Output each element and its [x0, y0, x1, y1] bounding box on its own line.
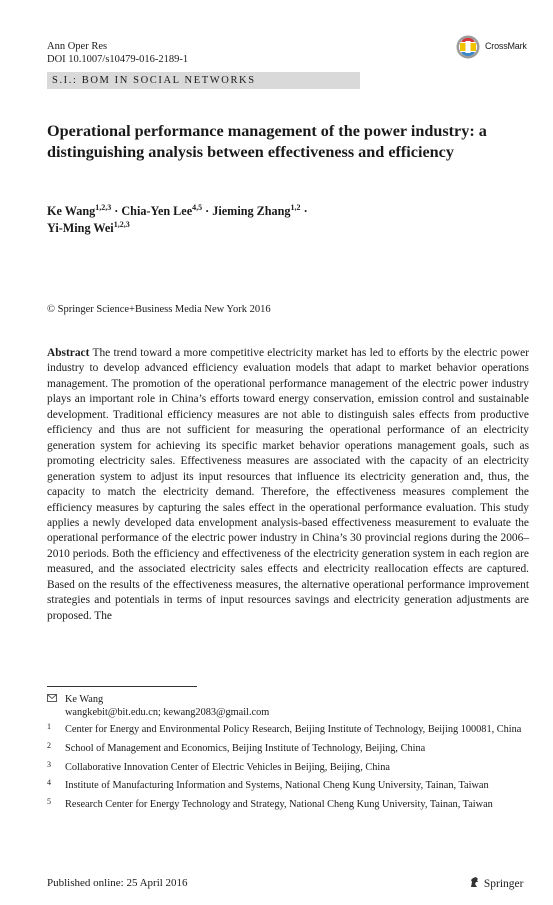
author-name[interactable]: Yi-Ming Wei	[47, 221, 114, 235]
author-affil-sup: 1,2,3	[113, 220, 130, 229]
journal-name: Ann Oper Res	[47, 41, 108, 52]
springer-horse-icon	[469, 876, 481, 888]
affiliation-text: Research Center for Energy Technology and Strategy, National Cheng Kung University, Tainan, Taiwan	[65, 799, 493, 811]
abstract-label: Abstract	[47, 347, 90, 359]
corresponding-author	[47, 693, 269, 719]
footnote-rule	[47, 686, 197, 687]
contact-name: Ke Wang	[65, 694, 104, 705]
publisher-logo	[469, 876, 523, 890]
author-separator: ·	[111, 204, 122, 218]
abstract-text: The trend toward a more competitive electricity market has led to efforts by the electric power industry to develop advanced efficiency evaluation models that adapt to market behavior operations management. The promotion of the operational performance management of the electric power industry plays an important role in China’s efforts toward energy conservation, emission control and sustainable development. Traditional efficiency measures are not able to distinguish sales effects from productive efficiency and thus are not sufficient for measuring the operational performance of an electricity generation system for achieving its specific market behavior operations management goals, such as promoting electricity sales. Effectiveness measures are associated with the capacity of an electricity generation system to adjust its input resources that influence its electricity generation and, thus, the capacity to match the electricity demand. Therefore, the effectiveness measures complement the efficiency measures by capturing the sales effect in the operational performance evaluation. This study applies a newly developed data envelopment analysis-based effectiveness measurement to evaluate the operational performance of the electric power industry in China’s 30 provincial regions during the 2006–2010 periods. Both the efficiency and effectiveness of the electricity generation system in each region are measured, and the associated electricity sales effects and electricity reallocation effects are captured. Based on the results of the effectiveness measures, the alternative operational performance improvement strategies and potentials in terms of input resources savings and electricity generation adjustments are proposed. The	[47, 347, 529, 622]
crossmark-badge[interactable]	[456, 35, 534, 61]
affiliation-number: 3	[47, 759, 51, 769]
author-list	[47, 203, 517, 237]
section-banner: S.I.: BOM IN SOCIAL NETWORKS	[47, 72, 360, 89]
author-name[interactable]: Jieming Zhang	[212, 204, 291, 218]
author-separator: ·	[202, 204, 213, 218]
author-affil-sup: 1,2	[290, 203, 301, 212]
affiliation-item	[47, 759, 527, 775]
crossmark-label: CrossMark	[485, 41, 527, 51]
affiliation-item	[47, 724, 527, 737]
crossmark-icon	[456, 35, 480, 59]
contact-email[interactable]: wangkebit@bit.edu.cn; kewang2083@gmail.com	[65, 707, 270, 718]
author-separator: ·	[300, 204, 308, 218]
affiliation-text: Collaborative Innovation Center of Electric Vehicles in Beijing, Beijing, China	[65, 761, 390, 773]
paper-title: Operational performance management of the power industry: a distinguishing analysis between effectiveness and efficiency	[47, 122, 487, 161]
affiliation-number: 2	[47, 740, 51, 750]
published-date: Published online: 25 April 2016	[47, 877, 188, 889]
affiliation-list	[47, 724, 527, 818]
affiliation-number: 5	[47, 797, 51, 807]
affiliation-text: Institute of Manufacturing Information and Systems, National Cheng Kung University, Tainan, Taiwan	[65, 780, 489, 792]
doi[interactable]: DOI 10.1007/s10479-016-2189-1	[47, 54, 189, 65]
abstract	[47, 346, 529, 624]
author-affil-sup: 1,2,3	[95, 203, 112, 212]
affiliation-item	[47, 799, 527, 812]
author-name[interactable]: Ke Wang	[47, 204, 96, 218]
author-name[interactable]: Chia-Yen Lee	[121, 204, 193, 218]
copyright-notice: © Springer Science+Business Media New York 2016	[47, 304, 271, 315]
affiliation-item	[47, 740, 527, 756]
author-affil-sup: 4,5	[192, 203, 203, 212]
envelope-icon	[47, 694, 57, 702]
affiliation-item	[47, 780, 527, 793]
affiliation-text: Center for Energy and Environmental Policy Research, Beijing Institute of Technology, Beijing 100081, China	[65, 724, 522, 735]
affiliation-text: School of Management and Economics, Beijing Institute of Technology, Beijing, China	[65, 742, 426, 754]
affiliation-number: 1	[47, 722, 51, 731]
journal-header	[47, 40, 188, 66]
affiliation-number: 4	[47, 778, 51, 788]
publisher-name: Springer	[483, 878, 524, 890]
